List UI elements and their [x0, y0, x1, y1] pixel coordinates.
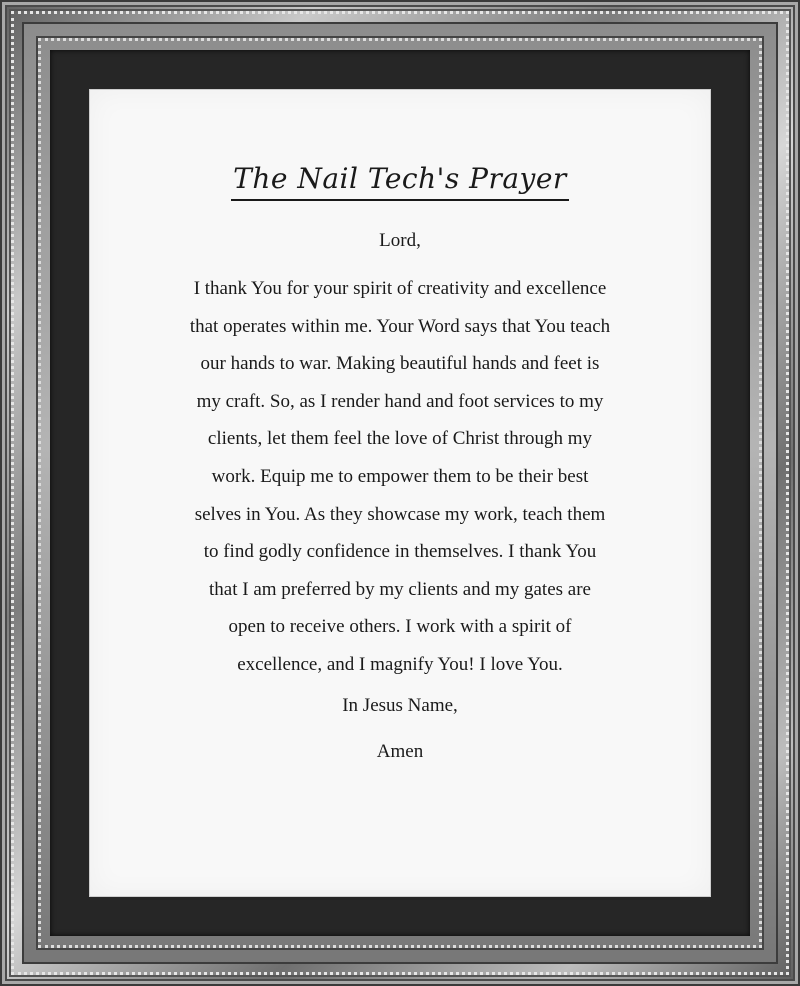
- prayer-salutation: Lord,: [379, 230, 421, 251]
- prayer-line: excellence, and I magnify You! I love You.: [237, 653, 563, 675]
- prayer-line: that I am preferred by my clients and my gates are: [209, 578, 591, 600]
- prayer-line: our hands to war. Making beautiful hands and feet is: [200, 353, 600, 375]
- prayer-paper: [90, 90, 710, 896]
- prayer-line: clients, let them feel the love of Christ through my: [207, 428, 593, 450]
- prayer-line: to find godly confidence in themselves. I thank You: [203, 541, 597, 563]
- prayer-line: open to receive others. I work with a spirit of: [228, 616, 572, 638]
- prayer-line: I thank You for your spirit of creativity and excellence: [193, 278, 607, 299]
- prayer-closing: In Jesus Name,: [342, 695, 458, 716]
- prayer-title: [90, 162, 710, 201]
- prayer-line: selves in You. As they showcase my work, teach them: [194, 503, 606, 525]
- prayer-line: work. Equip me to empower them to be their best: [211, 465, 589, 487]
- prayer-title-text: The Nail Tech's Prayer: [231, 162, 569, 201]
- prayer-line: my craft. So, as I render hand and foot services to my: [196, 390, 604, 412]
- prayer-amen: Amen: [376, 741, 424, 762]
- prayer-body: [145, 270, 655, 684]
- prayer-line: that operates within me. Your Word says that You teach: [189, 315, 611, 337]
